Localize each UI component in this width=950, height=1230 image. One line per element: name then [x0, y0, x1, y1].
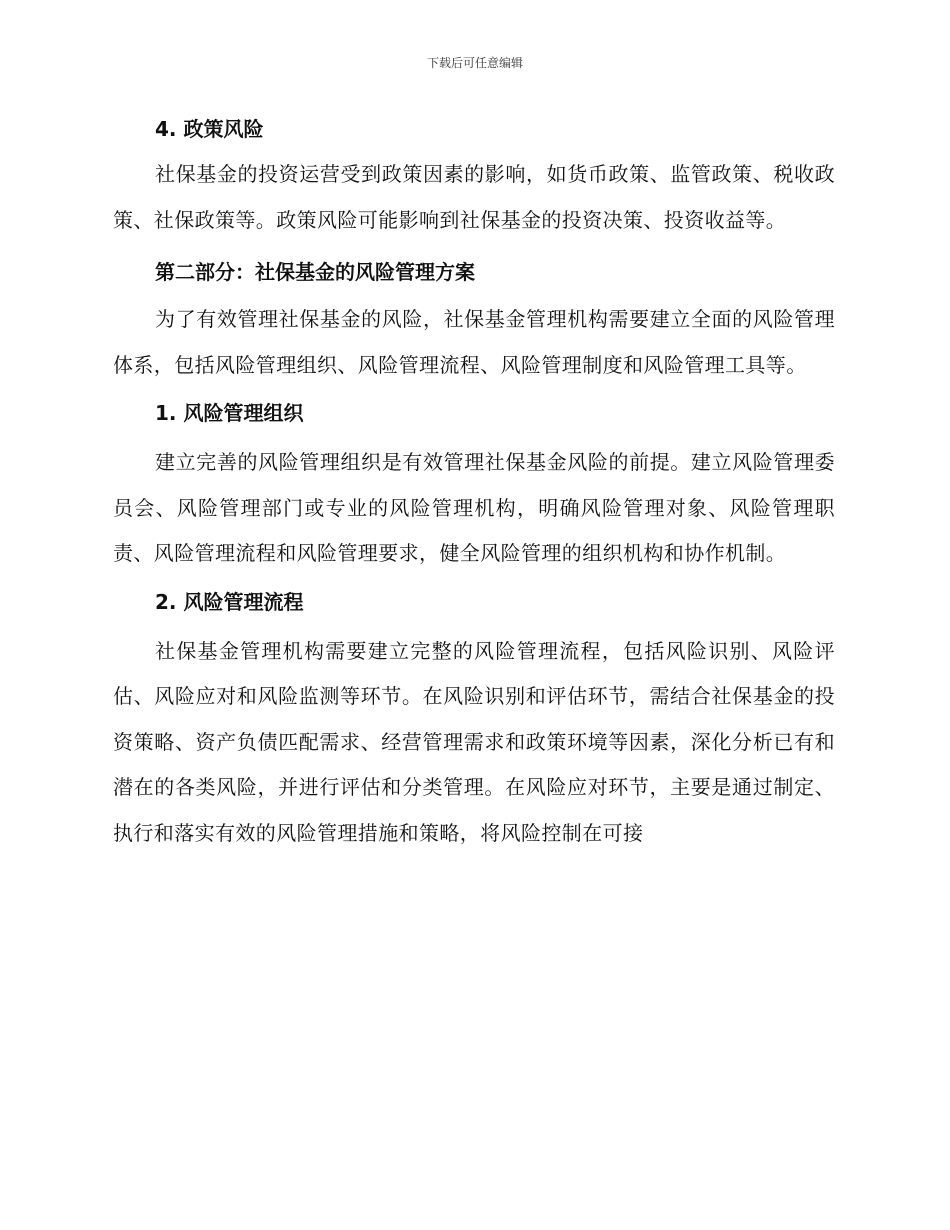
paragraph-part-two: 为了有效管理社保基金的风险，社保基金管理机构需要建立全面的风险管理体系，包括风险管理组织、风险管理流程、风险管理制度和风险管理工具等。 — [113, 307, 835, 377]
heading-risk-organization: 1. 风险管理组织 — [155, 401, 304, 425]
heading-policy-risk: 4. 政策风险 — [155, 117, 264, 141]
document-body — [113, 112, 835, 856]
paragraph-risk-process: 社保基金管理机构需要建立完整的风险管理流程，包括风险识别、风险评估、风险应对和风险监测等环节。在风险识别和评估环节，需结合社保基金的投资策略、资产负债匹配需求、经营管理需求和政策环境等因素，深化分析已有和潜在的各类风险，并进行评估和分类管理。在风险应对环节，主要是通过制定、执行和落实有效的风险管理措施和策略，将风险控制在可接 — [113, 638, 835, 845]
paragraph-policy-risk: 社保基金的投资运营受到政策因素的影响，如货币政策、监管政策、税收政策、社保政策等。政策风险可能影响到社保基金的投资决策、投资收益等。 — [113, 162, 835, 232]
heading-part-two: 第二部分：社保基金的风险管理方案 — [155, 260, 475, 284]
header-note: 下载后可任意编辑 — [426, 56, 523, 70]
heading-risk-process: 2. 风险管理流程 — [155, 589, 304, 614]
paragraph-risk-organization: 建立完善的风险管理组织是有效管理社保基金风险的前提。建立风险管理委员会、风险管理部门或专业的风险管理机构，明确风险管理对象、风险管理职责、风险管理流程和风险管理要求，健全风险管理的组织机构和协作机制。 — [113, 450, 835, 565]
